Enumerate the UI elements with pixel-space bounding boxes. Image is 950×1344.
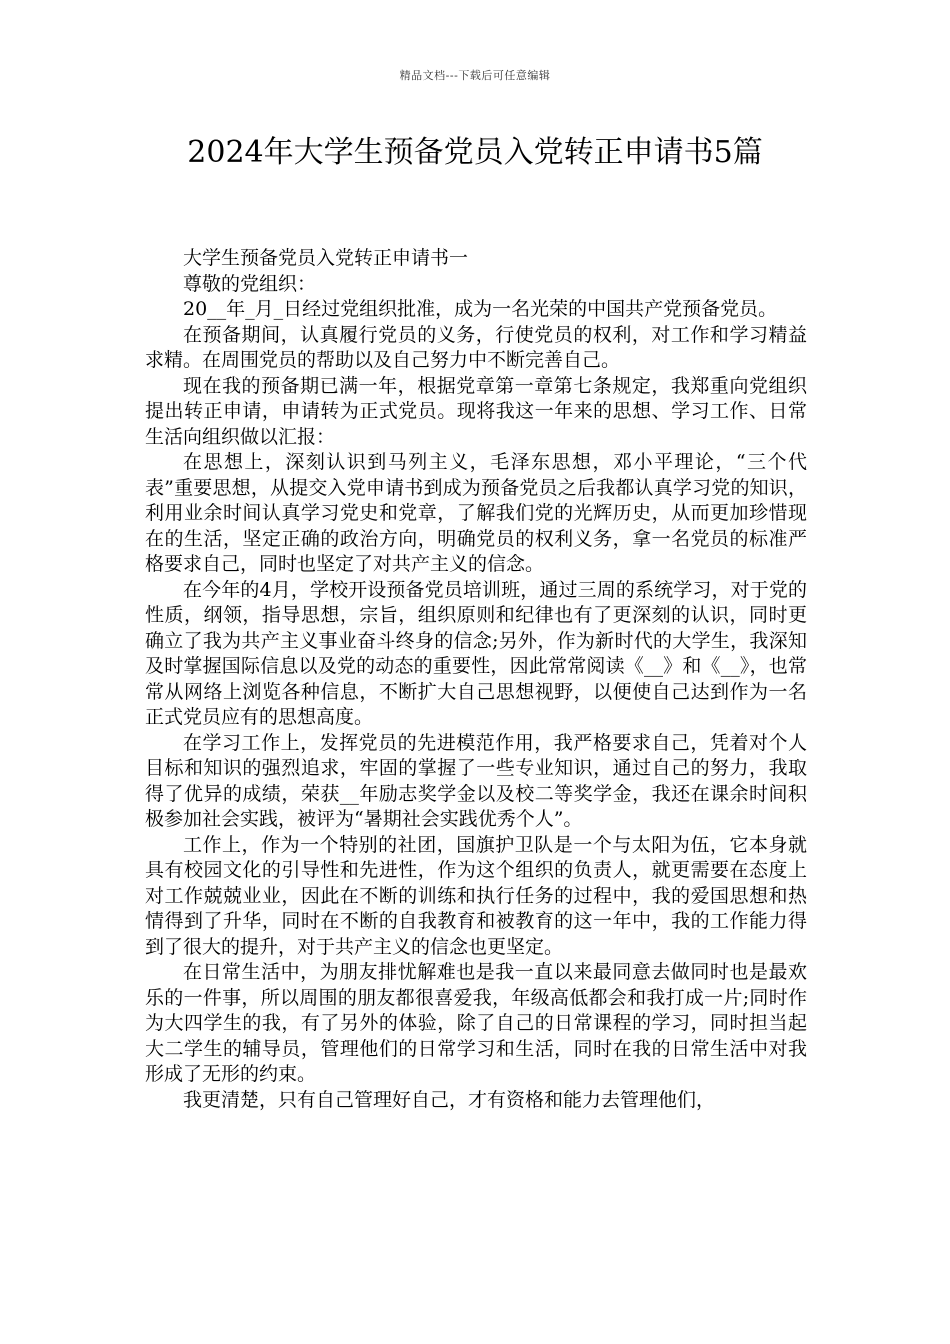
document-body (145, 246, 807, 1113)
paragraph: 现在我的预备期已满一年，根据党章第一章第七条规定，我郑重向党组织提出转正申请，申请转为正式党员。现将我这一年来的思想、学习工作、日常生活向组织做以汇报： (145, 374, 807, 448)
document-title: 2024年大学生预备党员入党转正申请书5篇 (187, 135, 763, 170)
paragraph: 工作上，作为一个特别的社团，国旗护卫队是一个与太阳为伍，它本身就具有校园文化的引导性和先进性，作为这个组织的负责人，就更需要在态度上对工作兢兢业业，因此在不断的训练和执行任务的过程中，我的爱国思想和热情得到了升华，同时在不断的自我教育和被教育的这一年中，我的工作能力得到了很大的提升，对于共产主义的信念也更坚定。 (145, 833, 807, 958)
paragraph: 在预备期间，认真履行党员的义务，行使党员的权利，对工作和学习精益求精。在周围党员的帮助以及自己努力中不断完善自己。 (145, 323, 807, 371)
paragraph: 在思想上，深刻认识到马列主义，毛泽东思想，邓小平理论，“三个代表”重要思想，从提交入党申请书到成为预备党员之后我都认真学习党的知识，利用业余时间认真学习党史和党章，了解我们党的光辉历史，从而更加珍惜现在的生活，坚定正确的政治方向，明确党员的权利义务，拿一名党员的标准严格要求自己，同时也坚定了对共产主义的信念。 (145, 451, 807, 575)
paragraph: 在今年的4月，学校开设预备党员培训班，通过三周的系统学习，对于党的性质，纲领，指导思想，宗旨，组织原则和纪律也有了更深刻的认识，同时更确立了我为共产主义事业奋斗终身的信念;另外，作为新时代的大学生，我深知及时掌握国际信息以及党的动态的重要性，因此常常阅读《__》和《__》，也常常从网络上浏览各种信息，不断扩大自己思想视野，以便使自己达到作为一名正式党员应有的思想高度。 (145, 578, 807, 728)
page-header-note: 精品文档---下载后可任意编辑 (399, 69, 551, 82)
paragraph: 我更清楚，只有自己管理好自己，才有资格和能力去管理他们， (183, 1088, 716, 1111)
paragraph-subtitle: 大学生预备党员入党转正申请书一 (183, 247, 469, 269)
paragraph: 20__年_月_日经过党组织批准，成为一名光荣的中国共产党预备党员。 (183, 298, 778, 320)
paragraph: 在学习工作上，发挥党员的先进模范作用，我严格要求自己，凭着对个人目标和知识的强烈追求，牢固的掌握了一些专业知识，通过自己的努力，我取得了优异的成绩，荣获__年励志奖学金以及校二等奖学金，我还在课余时间积极参加社会实践，被评为“暑期社会实践优秀个人”。 (145, 731, 807, 830)
paragraph-salutation: 尊敬的党组织： (183, 272, 317, 295)
paragraph: 在日常生活中，为朋友排忧解难也是我一直以来最同意去做同时也是最欢乐的一件事，所以周围的朋友都很喜爱我，年级高低都会和我打成一片;同时作为大四学生的我，有了另外的体验，除了自己的日常课程的学习，同时担当起大二学生的辅导员，管理他们的日常学习和生活，同时在我的日常生活中对我形成了无形的约束。 (145, 961, 807, 1085)
